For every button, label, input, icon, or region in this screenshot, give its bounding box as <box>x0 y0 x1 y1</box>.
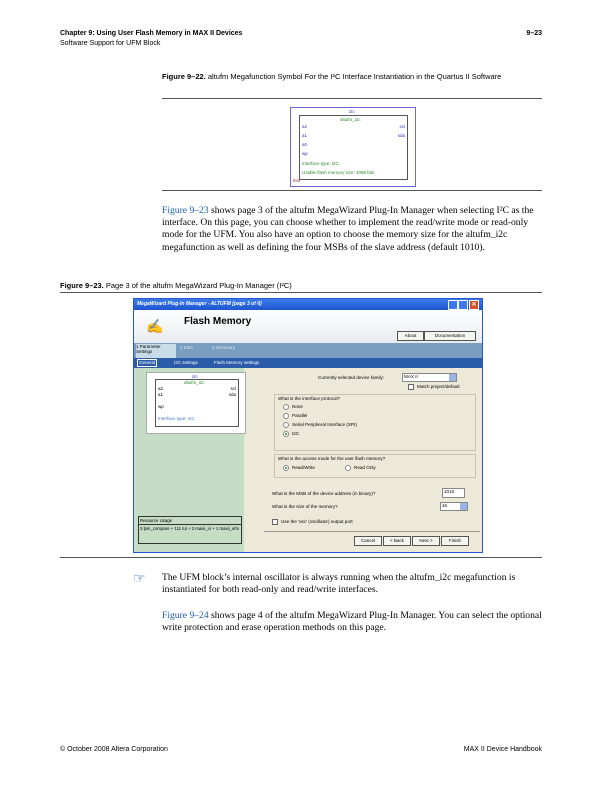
port-scl: scl <box>399 124 405 129</box>
figure-title: Page 3 of the altufm MegaWizard Plug-In Manager (I²C) <box>105 281 292 290</box>
maximize-button[interactable] <box>458 300 468 310</box>
radio-label: None <box>292 404 303 410</box>
breadcrumb-flash-memory-settings[interactable]: Flash Memory settings <box>214 360 260 365</box>
divider <box>162 190 542 191</box>
radio-read-only[interactable] <box>345 465 376 471</box>
symbol-name: i2c <box>349 109 355 114</box>
memory-size-select[interactable] <box>440 502 468 511</box>
match-project-label: Match project/default <box>417 384 460 390</box>
symbol-instance: altufm_i2c <box>184 380 205 385</box>
back-button[interactable]: < Back <box>383 536 411 546</box>
osc-checkbox[interactable] <box>272 519 353 525</box>
device-family-value: MAX II <box>404 374 418 379</box>
interface-type: Interface type: I2C <box>302 161 339 166</box>
chevron-down-icon <box>449 374 456 381</box>
paragraph-2 <box>162 610 542 634</box>
about-button[interactable]: About <box>397 331 424 341</box>
size-question: What is the size of the memory? <box>272 504 338 509</box>
figure-22-caption <box>162 72 542 81</box>
port-a0: a0 <box>302 142 308 147</box>
note-hand-icon: ☞ <box>133 570 146 586</box>
port-scl: scl <box>230 386 236 391</box>
breadcrumb-general[interactable]: General <box>139 360 156 365</box>
finish-button[interactable]: Finish <box>441 536 469 546</box>
tab-eda[interactable]: 2 EDA <box>180 345 194 350</box>
symbol-name: i2c <box>192 374 198 379</box>
wizard-header <box>134 310 482 343</box>
port-a2: a2 <box>158 386 164 391</box>
radio-none[interactable] <box>283 404 467 410</box>
symbol-body <box>299 115 408 180</box>
radio-icon <box>283 422 289 428</box>
msb-question: What is the MSB of the device address (in binary)? <box>272 491 376 496</box>
paragraph-text: shows page 3 of the altufm MegaWizard Plug-In Manager when selecting I²C as the interface. On this page, you can choose whether to implement the read/write mode or read-only mode for the UFM. You also have an option to choose the memory size for the altufm_i2c megafunction as well as defining the four MSBs of the slave address (default 1010). <box>162 205 534 253</box>
settings-pane <box>244 368 482 552</box>
tab-summary[interactable]: 3 Summary <box>212 345 236 350</box>
megawizard-window <box>133 298 483 553</box>
radio-icon <box>345 465 351 471</box>
preview-symbol <box>146 372 246 434</box>
radio-label: I2C <box>292 431 300 437</box>
radio-i2c[interactable] <box>283 431 467 437</box>
breadcrumb <box>134 358 482 368</box>
figure-label: Figure 9–23. <box>60 281 104 290</box>
msb-input[interactable]: 1010 <box>442 488 465 498</box>
preview-pane <box>134 368 244 552</box>
page-number: 9–23 <box>526 30 542 37</box>
checkbox-icon <box>272 519 278 525</box>
divider <box>60 557 542 558</box>
instance-label: inst <box>293 178 301 183</box>
close-icon[interactable]: ✕ <box>469 300 479 310</box>
radio-label: Serial Peripheral Interface (SPI) <box>292 422 357 428</box>
port-a2: a2 <box>302 124 308 129</box>
device-family-select[interactable] <box>402 373 457 382</box>
divider <box>264 531 480 532</box>
footer-left: © October 2008 Altera Corporation <box>60 746 168 753</box>
port-wp: wp <box>302 151 308 156</box>
title-bar <box>134 299 482 310</box>
access-question: What is the access mode for the user flash memory? <box>278 456 386 461</box>
footer-right: MAX II Device Handbook <box>463 746 542 753</box>
figure-23-link[interactable]: Figure 9–23 <box>162 205 209 216</box>
figure-title: altufm Megafunction Symbol For the I²C Interface Instantiation in the Quartus II Software <box>207 72 502 81</box>
resource-usage-box <box>138 516 242 544</box>
window-title: MegaWizard Plug-In Manager - ALTUFM [page 3 of 6] <box>137 301 262 307</box>
symbol-body <box>155 379 239 427</box>
port-sda: sda <box>397 133 405 138</box>
figure-23-caption <box>60 281 292 290</box>
radio-label: Parallel <box>292 413 308 419</box>
port-sda: sda <box>228 392 236 397</box>
tab-parameter-settings[interactable]: 1 Parameter Settings <box>136 344 176 358</box>
divider <box>162 98 542 99</box>
radio-icon <box>283 404 289 410</box>
altufm-symbol <box>290 107 416 187</box>
symbol-instance: altufm_i2c <box>340 117 361 122</box>
radio-read-write[interactable] <box>283 465 315 471</box>
checkbox-icon <box>408 384 414 390</box>
wizard-logo-icon: ✍ <box>146 318 164 334</box>
paragraph-text: shows page 4 of the altufm MegaWizard Plug-In Manager. You can select the optional write protection and erase operation methods on this page. <box>162 610 542 634</box>
documentation-button[interactable]: Documentation <box>424 331 476 341</box>
radio-label: Read Only <box>354 465 376 471</box>
protocol-question: What is the interface protocol? <box>278 396 341 401</box>
next-button[interactable]: Next > <box>412 536 440 546</box>
radio-label: Read/Write <box>292 465 315 471</box>
resource-title: Resource Usage <box>139 517 241 525</box>
device-family-label: Currently selected device family: <box>318 375 385 380</box>
radio-selected-icon <box>283 431 289 437</box>
note-text: The UFM block’s internal oscillator is always running when the altufm_i2c megafunction is instantiated for both read-only and read/write interfaces. <box>162 572 516 596</box>
radio-selected-icon <box>283 465 289 471</box>
osc-label: Use the 'osc' (oscillator) output port <box>281 519 353 525</box>
protocol-group <box>274 394 476 451</box>
divider <box>60 292 542 293</box>
radio-parallel[interactable] <box>283 413 467 419</box>
match-project-checkbox[interactable] <box>408 384 460 390</box>
minimize-button[interactable] <box>448 300 458 310</box>
breadcrumb-i2c-settings[interactable]: I2C settings <box>174 360 198 365</box>
wizard-heading: Flash Memory <box>184 316 252 327</box>
resource-text: 3 lpm_compare + 111 lut + 2 maxii_io + 1 maxii_ufm <box>140 526 240 531</box>
chapter-header: Chapter 9: Using User Flash Memory in MAX II Devices <box>60 30 243 37</box>
section-header: Software Support for UFM Block <box>60 40 161 47</box>
port-a1: a1 <box>158 392 164 397</box>
radio-spi[interactable] <box>283 422 467 428</box>
interface-type: Interface type: I2C <box>158 416 195 421</box>
tab-strip <box>134 343 482 358</box>
paragraph-1 <box>162 205 540 254</box>
radio-icon <box>283 413 289 419</box>
flash-size: Usable flash memory size: 4096 bits <box>302 170 375 175</box>
figure-24-link[interactable]: Figure 9–24 <box>162 610 209 621</box>
port-a1: a1 <box>302 133 308 138</box>
memory-size-value: 4K <box>442 503 448 508</box>
cancel-button[interactable]: Cancel <box>354 536 382 546</box>
access-mode-group <box>274 454 476 478</box>
chevron-down-icon <box>460 503 467 510</box>
figure-label: Figure 9–22. <box>162 72 206 81</box>
port-wp: wp <box>158 404 164 409</box>
